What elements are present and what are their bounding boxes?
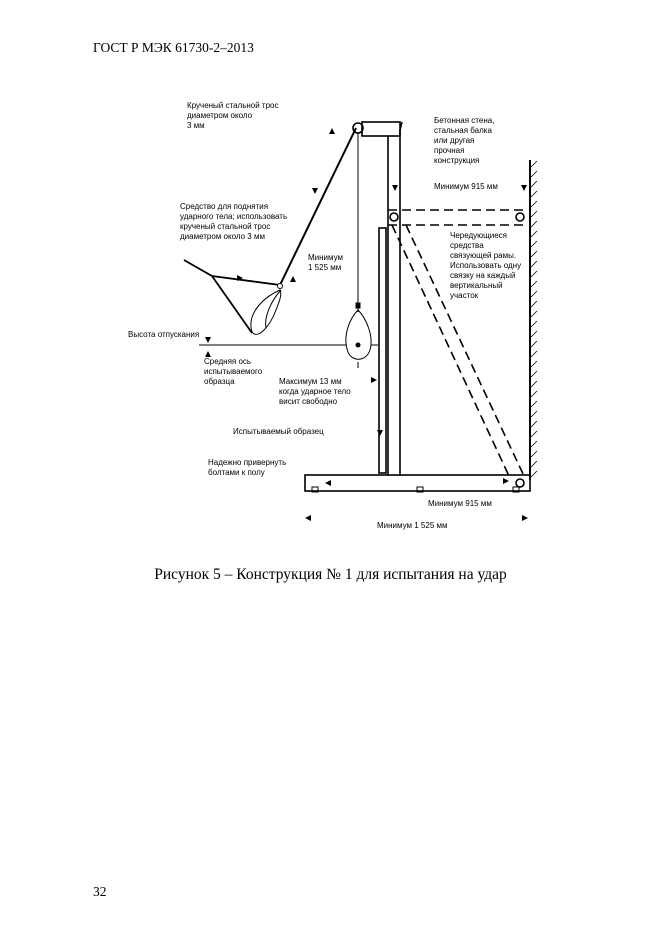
label-release-height: Высота отпускания [128, 330, 200, 339]
label-min-915-top: Минимум 915 мм [434, 182, 498, 191]
brace-bolt-bottom [516, 479, 524, 487]
label-lifting-means: Средство для поднятия ударного тела; использовать крученый стальной трос диаметром около 3 мм [180, 202, 288, 241]
document-header: ГОСТ Р МЭК 61730-2–2013 [93, 40, 254, 55]
label-test-sample: Испытываемый образец [233, 427, 324, 436]
lifting-rope [184, 260, 280, 285]
label-bolt-floor: Надежно привернуть болтами к полу [208, 458, 287, 477]
label-min-915-bottom: Минимум 915 мм [428, 499, 492, 508]
label-alternating-frame: Чередующиеся средства связующей рамы. Использовать одну связку на каждый вертикальный участок [450, 231, 522, 300]
page-number: 32 [93, 884, 107, 899]
beam-bolt-left [390, 213, 398, 221]
label-min-1525-bottom: Минимум 1 525 мм [377, 521, 448, 530]
wall-hatching [530, 161, 537, 478]
frame-brace-beam [388, 210, 528, 225]
label-concrete-wall: Бетонная стена, стальная балка или другая прочная конструкция [434, 116, 495, 165]
label-twisted-cable: Крученый стальной трос диаметром около 3 мм [187, 101, 279, 130]
label-centerline: Средняя ось испытываемого образца [204, 357, 263, 386]
top-pulley-block [362, 122, 400, 136]
label-max-13: Максимум 13 мм когда ударное тело висит свободно [279, 377, 351, 406]
label-min-1525-vertical: Минимум 1 525 мм [308, 253, 344, 272]
test-sample-panel [379, 228, 386, 473]
beam-bolt-right [516, 213, 524, 221]
impactor-hanging [346, 310, 371, 359]
figure-caption: Рисунок 5 – Конструкция № 1 для испытания на удар [154, 566, 507, 583]
